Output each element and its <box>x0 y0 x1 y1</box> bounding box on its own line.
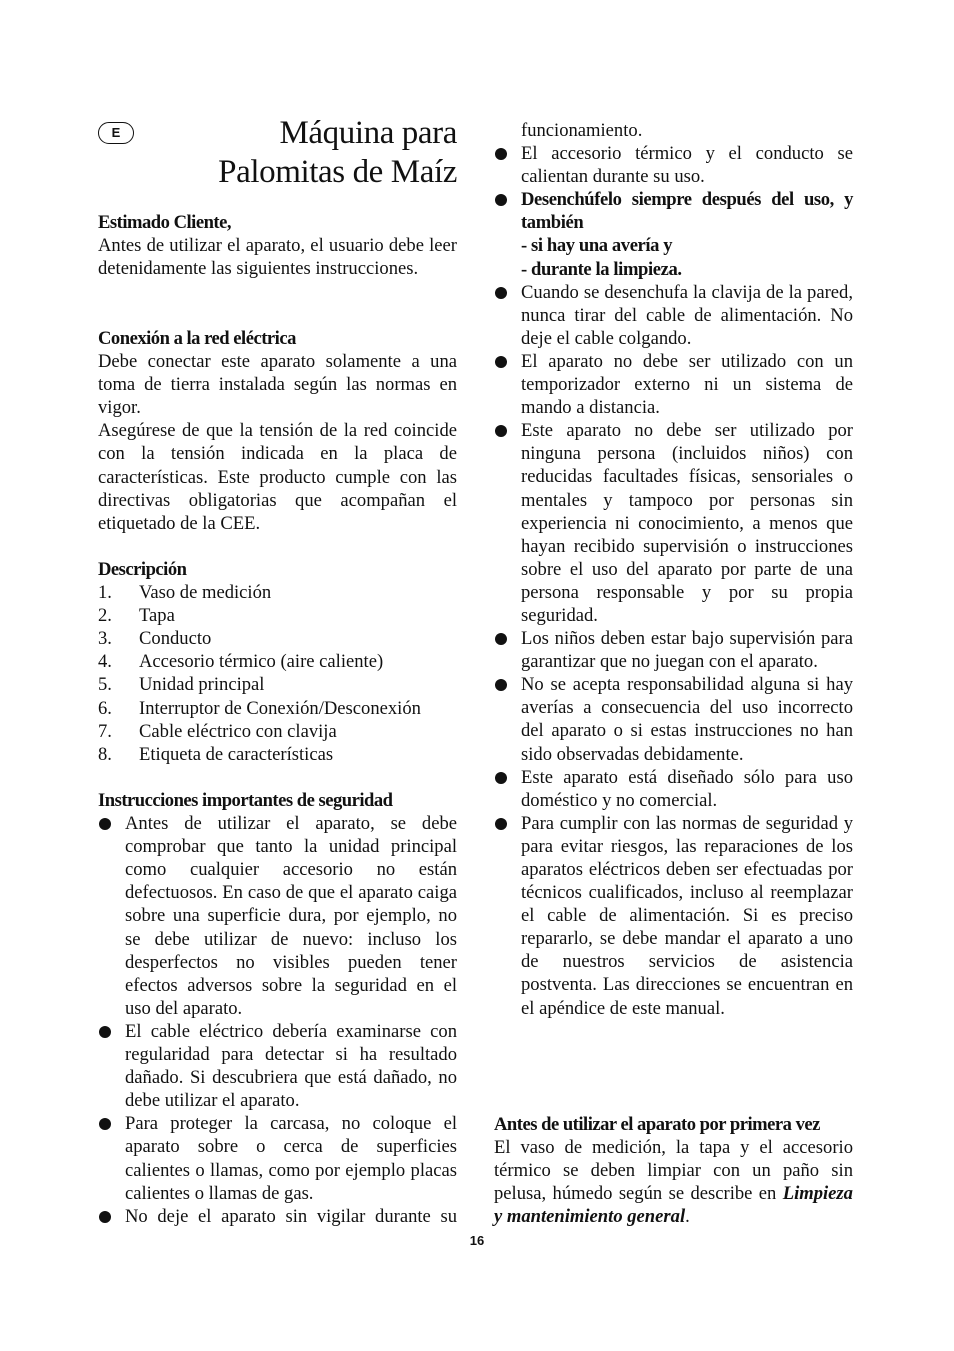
item-number: 5. <box>98 674 112 696</box>
bullet-icon <box>495 772 507 784</box>
connection-paragraph-1: Debe conectar este aparato solamente a una toma de tierra instalada según las normas en vigor. <box>98 351 457 419</box>
page-number: 16 <box>469 1233 485 1248</box>
list-item <box>494 419 853 627</box>
title-line-1: Máquina para <box>279 115 457 151</box>
page-title <box>218 114 457 192</box>
connection-paragraph-2: Asegúrese de que la tensión de la red coincide con la tensión indicada en la placa de características. Este producto cumple con las directivas obligatorias que acompañan el etiquetado de la CEE. <box>98 420 457 534</box>
list-item <box>494 350 853 419</box>
item-text: Tapa <box>139 605 175 627</box>
dash-item: - si hay una avería y <box>521 235 673 257</box>
bullet-text: Este aparato no debe ser utilizado por ninguna persona (incluidos niños) con reducidas facultades físicas, sensoriales o mentales y tampoco por personas sin experiencia ni conocimiento, a menos que hayan recibido supervisión o instrucciones sobre el uso del aparato por parte de una persona responsable y por su propia seguridad. <box>521 420 853 626</box>
title-line-2: Palomitas de Maíz <box>218 154 457 190</box>
list-item-continuation <box>494 119 853 142</box>
first-use-reference: Limpieza y mantenimiento general <box>494 1183 853 1228</box>
list-item <box>494 673 853 765</box>
bullet-text: No se acepta responsabilidad alguna si hay averías a consecuencia del uso incorrecto del aparato o si estas instrucciones no han sido observadas debidamente. <box>521 674 853 765</box>
bullet-text: Desenchúfelo siempre después del uso, y también <box>521 189 853 234</box>
item-number: 7. <box>98 720 112 742</box>
item-text: Cable eléctrico con clavija <box>139 720 337 742</box>
intro-text: Antes de utilizar el aparato, el usuario debe leer detenidamente las siguientes instrucciones. <box>98 235 457 280</box>
list-item <box>494 766 853 812</box>
first-use-section <box>494 1113 853 1228</box>
bullet-icon <box>99 818 111 830</box>
safety-section <box>98 789 457 1228</box>
safety-heading: Instrucciones importantes de seguridad <box>98 790 393 811</box>
item-number: 1. <box>98 582 112 604</box>
first-use-body: El vaso de medición, la tapa y el accesorio térmico se deben limpiar con un paño sin pelusa, húmedo según se describe en <box>494 1137 853 1205</box>
connection-heading: Conexión a la red eléctrica <box>98 328 296 349</box>
bullet-icon <box>495 194 507 206</box>
bullet-text: El cable eléctrico debería examinarse con regularidad para detectar si ha resultado dañado. Si descubriera que está dañado, no debe utilizar el aparato. <box>125 1020 457 1112</box>
list-item <box>98 697 457 720</box>
bullet-icon <box>495 356 507 368</box>
list-item <box>494 812 853 1020</box>
bullet-text: El accesorio térmico y el conducto se calientan durante su uso. <box>521 143 853 188</box>
bullet-icon <box>495 679 507 691</box>
bullet-icon <box>495 425 507 437</box>
safety-list-continued <box>494 119 853 1020</box>
safety-list-right <box>494 119 853 1020</box>
bullet-icon <box>99 1118 111 1130</box>
list-item <box>98 720 457 743</box>
bullet-icon <box>495 287 507 299</box>
description-section <box>98 558 457 766</box>
first-use-text <box>494 1136 853 1228</box>
bullet-icon <box>495 818 507 830</box>
parts-list <box>98 581 457 766</box>
bullet-icon <box>495 633 507 645</box>
item-text: Conducto <box>139 628 212 650</box>
item-number: 2. <box>98 605 112 627</box>
list-item <box>98 743 457 766</box>
item-text: Vaso de medición <box>139 582 272 604</box>
item-text: Interruptor de Conexión/Desconexión <box>139 697 421 719</box>
intro-heading: Estimado Cliente, <box>98 212 232 233</box>
item-text: Accesorio térmico (aire caliente) <box>139 651 384 673</box>
bullet-text: Este aparato está diseñado sólo para uso doméstico y no comercial. <box>521 766 853 811</box>
list-item <box>98 650 457 673</box>
bullet-icon <box>495 148 507 160</box>
list-item <box>494 188 853 280</box>
safety-list-left <box>98 812 457 1228</box>
dash-item: - durante la limpieza. <box>521 258 682 280</box>
item-number: 3. <box>98 628 112 650</box>
bullet-text: Antes de utilizar el aparato, se debe comprobar que tanto la unidad principal como cualquier accesorio no están defectuosos. En caso de que el aparato caiga sobre una superficie dura, por ejemplo, no se debe utilizar de nuevo: incluso los desperfectos no visibles pueden tener efectos adversos sobre la seguridad en el uso del aparato. <box>125 813 457 1019</box>
list-item <box>98 1020 457 1112</box>
bullet-text: Cuando se desenchufa la clavija de la pared, nunca tirar del cable de alimentación. No deje el cable colgando. <box>521 281 853 349</box>
item-text: Etiqueta de características <box>139 743 334 765</box>
list-item <box>494 281 853 350</box>
list-item <box>98 1112 457 1204</box>
list-item <box>98 812 457 1020</box>
list-item <box>98 627 457 650</box>
bullet-icon <box>99 1026 111 1038</box>
language-badge: E <box>98 122 134 144</box>
bullet-text: El aparato no debe ser utilizado con un temporizador externo ni un sistema de mando a distancia. <box>521 350 853 419</box>
item-number: 8. <box>98 743 112 765</box>
bullet-text: No deje el aparato sin vigilar durante su <box>125 1205 457 1227</box>
bullet-text: Para proteger la carcasa, no coloque el aparato sobre o cerca de superficies calientes o llamas, como por ejemplo placas calientes o llamas de gas. <box>125 1113 457 1204</box>
bullet-text: funcionamiento. <box>521 120 643 141</box>
list-item <box>98 1205 457 1228</box>
bullet-text: Para cumplir con las normas de seguridad y para evitar riesgos, las reparaciones de los aparatos eléctricos deben ser efectuadas por técnicos cualificados, incluso al reemplazar el cable de alimentación. Si es preciso repararlo, se debe mandar el aparato a uno de nuestros servicios de asistencia postventa. Las direcciones se encuentran en el apéndice de este manual. <box>521 812 853 1019</box>
connection-section <box>98 327 457 535</box>
intro-section <box>98 211 457 280</box>
list-item <box>494 142 853 188</box>
list-item <box>98 604 457 627</box>
item-number: 4. <box>98 651 112 673</box>
list-item <box>98 673 457 696</box>
bullet-text: Los niños deben estar bajo supervisión para garantizar que no juegan con el aparato. <box>521 628 853 673</box>
item-number: 6. <box>98 697 112 719</box>
bullet-icon <box>99 1211 111 1223</box>
first-use-end: . <box>685 1206 690 1228</box>
list-item <box>494 627 853 673</box>
first-use-heading: Antes de utilizar el aparato por primera vez <box>494 1114 820 1135</box>
item-text: Unidad principal <box>139 674 265 696</box>
description-heading: Descripción <box>98 559 187 580</box>
list-item <box>98 581 457 604</box>
